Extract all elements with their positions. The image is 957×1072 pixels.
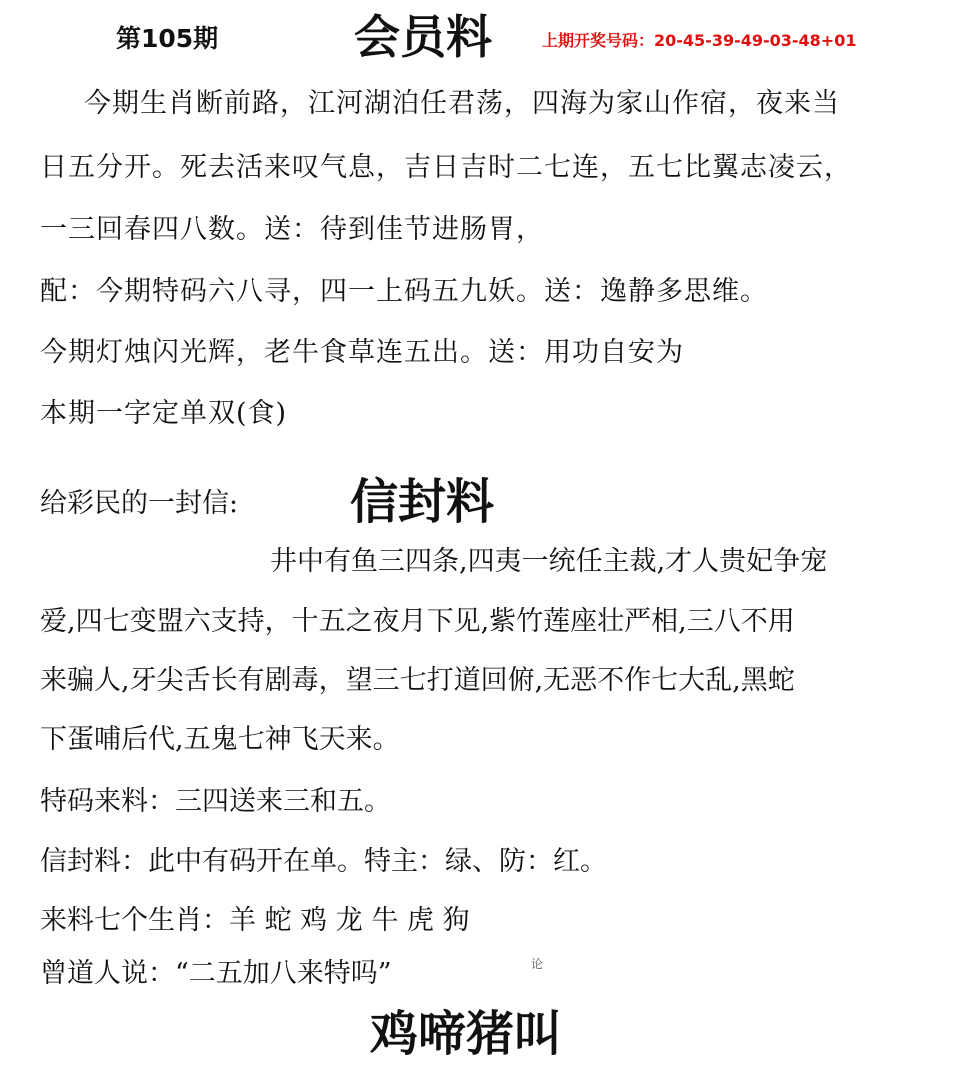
issue-number: 第105期	[116, 24, 219, 53]
letter-poem-line-4: 下蛋哺后代,五鬼七神飞天来。	[40, 724, 400, 755]
letter-title: 信封料	[350, 474, 495, 530]
previous-numbers-label: 上期开奖号码：20-45-39-49-03-48+01	[542, 31, 857, 50]
letter-detail-line-4: 曾道人说：“二五加八来特吗”	[40, 958, 392, 989]
member-content-line-2: 日五分开。死去活来叹气息，吉日吉时二七连，五七比翼志凌云，	[40, 152, 852, 183]
letter-detail-line-2: 信封料：此中有码开在单。特主：绿、防：红。	[40, 846, 607, 877]
letter-poem-line-2: 爱,四七变盟六支持，十五之夜月下见,紫竹莲座壮严相,三八不用	[40, 606, 795, 637]
letter-poem-line-1: 井中有鱼三四条,四夷一统任主裁,才人贵妃争宠	[270, 546, 828, 577]
member-content-line-4: 配：今期特码六八寻，四一上码五九妖。送：逸静多思维。	[40, 276, 768, 307]
small-mark: 论	[531, 958, 544, 970]
letter-detail-line-3: 来料七个生肖：羊 蛇 鸡 龙 牛 虎 狗	[40, 905, 470, 936]
letter-detail-line-1: 特码来料：三四送来三和五。	[40, 786, 391, 817]
member-content-line-3: 一三回春四八数。送：待到佳节进肠胃，	[40, 214, 544, 245]
footer-title: 鸡啼猪叫	[370, 1006, 563, 1062]
page-title: 会员料	[354, 10, 492, 64]
member-content-line-1: 今期生肖断前路，江河湖泊任君荡，四海为家山作宿，夜来当	[84, 88, 840, 119]
letter-label: 给彩民的一封信:	[40, 488, 239, 519]
member-content-line-5: 今期灯烛闪光辉，老牛食草连五出。送：用功自安为	[40, 337, 684, 368]
letter-poem-line-3: 来骗人,牙尖舌长有剧毒，望三七打道回俯,无恶不作七大乱,黑蛇	[40, 665, 795, 696]
member-content-line-6: 本期一字定单双(食)	[40, 398, 288, 429]
